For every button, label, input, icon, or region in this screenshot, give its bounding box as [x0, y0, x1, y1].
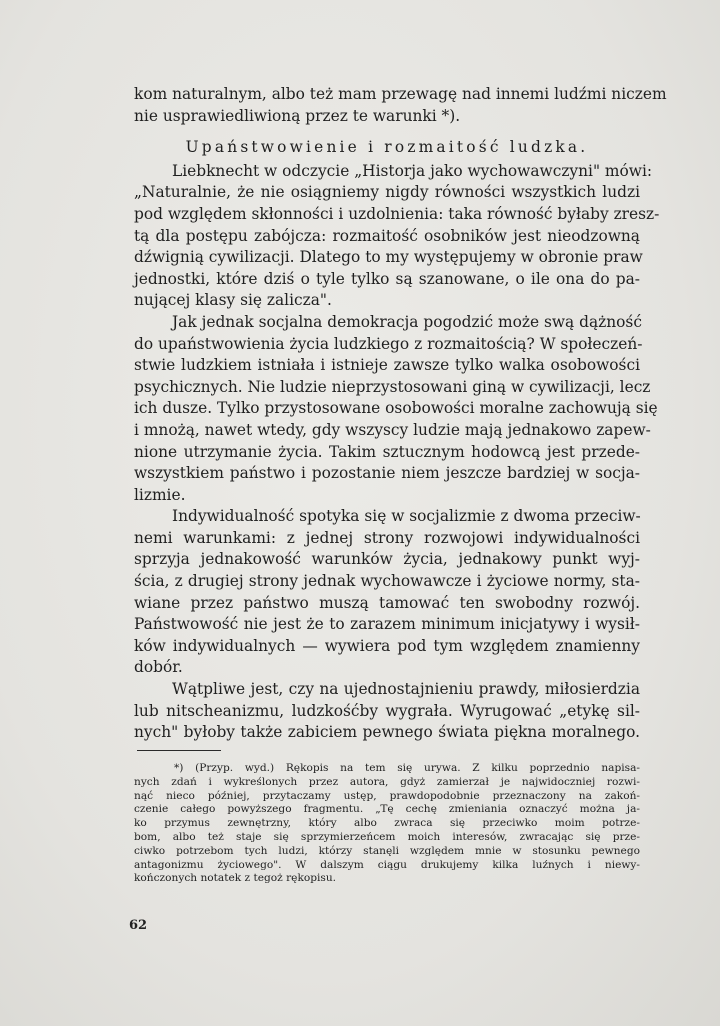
text-line: „Naturalnie, że nie osiągniemy nigdy równości wszystkich ludzi [134, 183, 640, 202]
page-number: 62 [129, 918, 148, 933]
text-line: sprzyja jednakowość warunków życia, jednakowy punkt wyj- [134, 550, 640, 569]
text-line: kom naturalnym, albo też mam przewagę nad innemi ludźmi niczem [134, 85, 667, 103]
text-line: ków indywidualnych — wywiera pod tym względem znamienny [134, 636, 640, 655]
text-line: dźwignią cywilizacji. Dlatego to my występujemy w obronie praw [134, 248, 643, 267]
text-line: ścia, z drugiej strony jednak wychowawcze i życiowe normy, sta- [134, 572, 640, 591]
footnote [134, 762, 640, 886]
footnote-divider [137, 750, 221, 751]
text-line: do upaństwowienia życia ludzkiego z rozmaitością? W społeczeń- [134, 334, 643, 353]
footnote-line: nych zdań i wykreślonych przez autora, gdyż zamierzał je najwidoczniej rozwi- [134, 775, 640, 788]
text-line: Jak jednak socjalna demokracja pogodzić może swą dążność [172, 312, 642, 331]
text-line: nych" byłoby także zabiciem pewnego świata piękna moralnego. [134, 723, 640, 742]
footnote-line: nąć nieco później, przytaczamy ustęp, prawdopodobnie przeznaczony na zakoń- [134, 789, 640, 802]
text-line: lizmie. [134, 485, 186, 504]
footnote-line: ciwko potrzebom tych ludzi, którzy stanęli względem mnie w stosunku pewnego [134, 844, 640, 857]
text-line: Państwowość nie jest że to zarazem minimum inicjatywy i wysił- [134, 615, 640, 634]
text-line: wszystkiem państwo i pozostanie niem jeszcze bardziej w socja- [134, 464, 640, 483]
footnote-line: czenie całego powyższego fragmentu. „Tę cechę zmieniania oznaczyć można ja- [134, 803, 640, 816]
text-line: Wątpliwe jest, czy na ujednostajnieniu prawdy, miłosierdzia [172, 680, 640, 699]
body-text [134, 84, 667, 744]
text-line: psychicznych. Nie ludzie nieprzystosowani giną w cywilizacji, lecz [134, 377, 651, 396]
text-line: nemi warunkami: z jednej strony rozwojowi indywidualności [134, 528, 640, 547]
text-line: nione utrzymanie życia. Takim sztucznym hodowcą jest przede- [134, 442, 640, 461]
text-line: dobór. [134, 658, 183, 677]
footnote-line: bom, albo też staje się sprzymierzeńcem moich interesów, zwracając się prze- [134, 830, 640, 843]
text-line: Indywidualność spotyka się w socjalizmie z dwoma przeciw- [172, 507, 641, 526]
text-line: nującej klasy się zalicza". [134, 291, 332, 310]
text-line: ich dusze. Tylko przystosowane osobowości moralne zachowują się [134, 399, 658, 418]
text-line: wiane przez państwo muszą tamować ten swobodny rozwój. [134, 593, 640, 612]
section-heading: Upaństwowienie i rozmaitość ludzka. [185, 138, 589, 157]
text-line: nie usprawiedliwioną przez te warunki *). [134, 106, 461, 125]
footnote-line: ko przymus zewnętrzny, który albo zwraca się przeciwko moim potrze- [134, 817, 640, 830]
footnote-line: *) (Przyp. wyd.) Rękopis na tem się urywa. Z kilku poprzednio napisa- [174, 762, 640, 774]
text-line: jednostki, które dziś o tyle tylko są szanowane, o ile ona do pa- [134, 269, 640, 288]
text-line: Liebknecht w odczycie „Historja jako wychowawczyni" mówi: [172, 161, 653, 180]
text-line: lub nitscheanizmu, ludzkośćby wygrała. Wyrugować „etykę sil- [134, 701, 640, 720]
text-line: stwie ludzkiem istniała i istnieje zawsze tylko walka osobowości [134, 356, 640, 375]
text-line: i mnożą, nawet wtedy, gdy wszyscy ludzie mają jednakowo zapew- [134, 420, 651, 439]
footnote-line: kończonych notatek z tegoż rękopisu. [134, 872, 337, 885]
footnote-line: antagonizmu życiowego". W dalszym ciągu drukujemy kilka luźnych i niewy- [134, 858, 640, 871]
text-line: tą dla postępu zabójcza: rozmaitość osobników jest nieodzowną [134, 226, 640, 245]
text-line: pod względem skłonności i uzdolnienia: taka równość byłaby zresz- [134, 204, 660, 223]
